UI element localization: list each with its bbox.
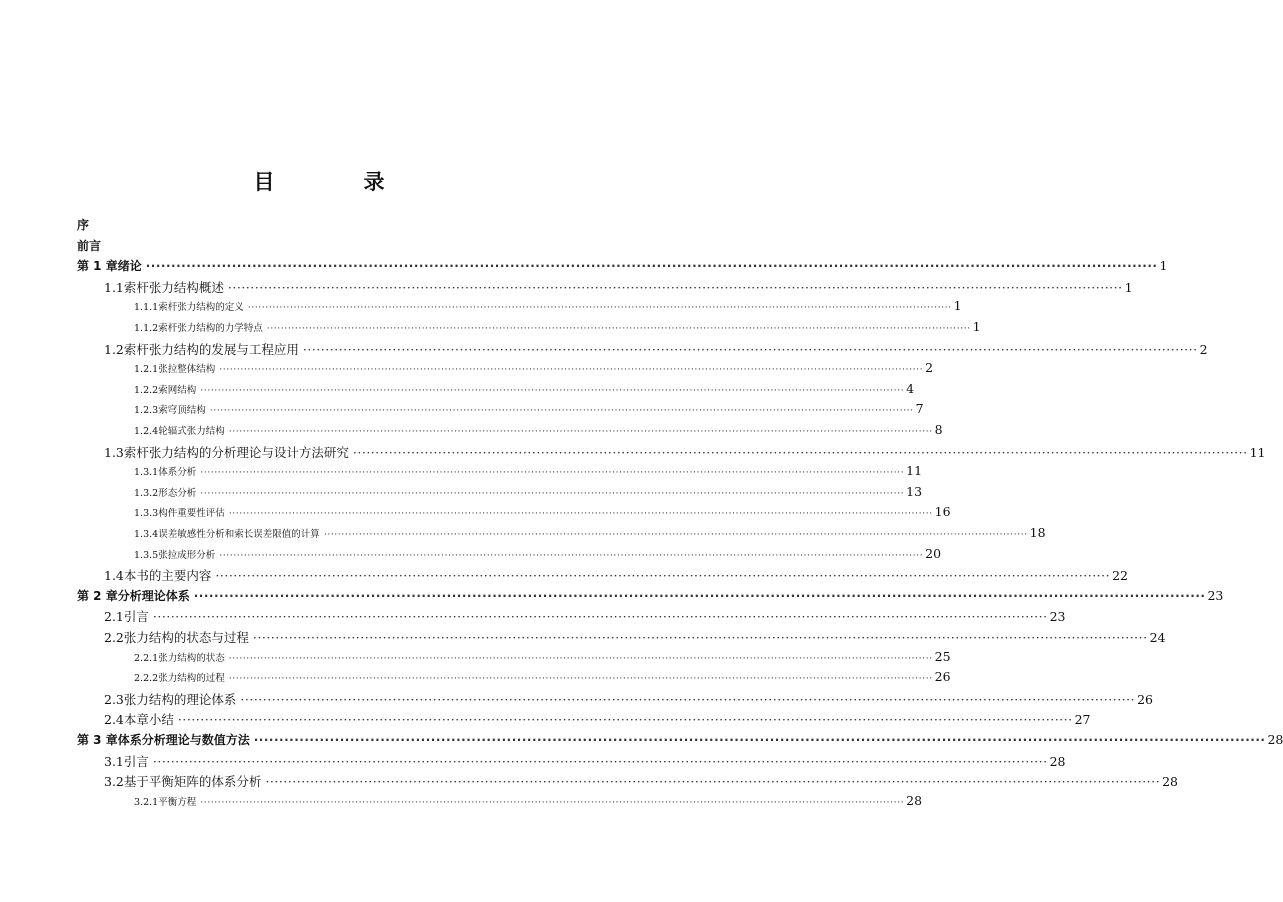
toc-page-number: 28	[1162, 774, 1178, 790]
toc-entry-line	[134, 504, 951, 520]
toc-entry[interactable]	[0, 360, 934, 381]
toc-entry-number: 1.2	[104, 341, 124, 357]
toc-page-number: 22	[1112, 568, 1128, 584]
toc-entry-number: 1.3	[104, 444, 124, 460]
toc-entry-line	[134, 360, 934, 376]
toc-leader-dots: ········································································································································································································	[215, 568, 1111, 584]
toc-entry-title: 张拉整体结构	[158, 364, 216, 376]
toc-entry-number: 2.4	[104, 712, 124, 728]
toc-entry-title: 分析理论体系	[117, 588, 190, 603]
toc-page-number: 25	[934, 648, 951, 664]
toc-entry[interactable]	[0, 340, 1208, 361]
toc-entry[interactable]	[0, 463, 923, 484]
toc-entry-title: 引言	[123, 609, 149, 625]
toc-leader-dots: ········································································································································································································	[209, 405, 914, 417]
toc-page-number: 1	[972, 319, 981, 334]
toc-entry[interactable]	[0, 628, 1166, 649]
toc-entry-title: 体系分析	[158, 467, 197, 479]
toc-entry-line	[104, 772, 1178, 790]
toc-leader-dots: ········································································································································································································	[200, 384, 905, 396]
toc-page-number: 26	[934, 669, 951, 685]
toc-entry[interactable]	[0, 216, 638, 237]
toc-entry-line	[104, 690, 1153, 708]
toc-entry-number: 1.1.2	[134, 323, 159, 334]
toc-entry-number: 1.3.1	[134, 467, 159, 479]
toc-entry-line	[134, 525, 1046, 540]
toc-entry-number: 2.1	[104, 609, 124, 625]
toc-entry-title: 索穹顶结构	[158, 405, 206, 417]
toc-page-number: 1	[1159, 258, 1168, 274]
toc-page-number: 28	[906, 792, 923, 808]
toc-entry-line	[77, 237, 101, 254]
toc-entry-number: 1.1.1	[134, 302, 159, 314]
toc-entry-number: 第 3 章	[77, 733, 118, 747]
toc-leader-dots: ········································································································································································································	[152, 609, 1048, 625]
toc-entry[interactable]	[0, 752, 1066, 773]
toc-entry-title: 轮辐式张力结构	[158, 426, 225, 437]
toc-page-number: 13	[906, 483, 923, 499]
toc-leader-dots: ········································································································································································································	[177, 712, 1073, 728]
toc-leader-dots: ········································································································································································································	[200, 467, 905, 479]
toc-entry-title: 构件重要性评估	[158, 508, 225, 520]
toc-entry-number: 1.3.4	[134, 529, 159, 540]
toc-page-number: 20	[925, 545, 942, 561]
toc-leader-dots: ········································································································································································································	[228, 673, 933, 685]
toc-entry-line	[104, 278, 1133, 296]
toc-leader-dots: ········································································································································································································	[228, 426, 933, 437]
toc-entry-line	[104, 752, 1066, 770]
toc-entry-title: 基于平衡矩阵的体系分析	[123, 774, 262, 790]
toc-entry[interactable]	[0, 483, 923, 505]
toc-leader-dots: ········································································································································································································	[200, 487, 905, 499]
toc-leader-dots: ········································································································································································································	[228, 508, 933, 520]
toc-page-number: 4	[906, 380, 915, 396]
toc-entry[interactable]	[0, 772, 1178, 793]
toc-entry-line	[134, 319, 981, 334]
toc-entry-line	[77, 587, 1224, 604]
toc-entry-title: 前言	[77, 238, 102, 253]
toc-leader-dots: ········································································································································································································	[228, 652, 933, 664]
toc-leader-dots: ········································································································································································································	[193, 588, 1206, 603]
toc-page-number: 2	[925, 360, 934, 376]
toc-entry[interactable]	[0, 525, 1046, 546]
toc-entry-line	[134, 380, 915, 396]
toc-entry-line	[134, 298, 962, 314]
toc-entry[interactable]	[0, 545, 942, 567]
toc-entry-title: 张拉成形分析	[158, 549, 216, 561]
toc-entry-title: 序	[77, 218, 90, 232]
toc-entry-title: 平衡方程	[158, 796, 197, 808]
toc-entry[interactable]	[0, 504, 951, 525]
toc-entry[interactable]	[0, 607, 1066, 628]
toc-entry[interactable]	[0, 401, 924, 422]
toc-leader-dots: ········································································································································································································	[152, 753, 1048, 769]
toc-page-number: 23	[1049, 609, 1066, 625]
toc-entry-line	[134, 648, 951, 664]
toc-page-number: 11	[1249, 444, 1266, 460]
toc-entry-number: 1.3.5	[134, 549, 159, 561]
toc-entry[interactable]	[0, 443, 1266, 464]
toc-page-number: 11	[906, 463, 923, 479]
toc-entry[interactable]	[0, 792, 923, 814]
toc-page-number: 18	[1029, 525, 1046, 540]
toc-entry-title: 索杆张力结构的定义	[158, 302, 244, 314]
toc-leader-dots: ········································································································································································································	[252, 630, 1148, 645]
toc-page-number: 7	[915, 401, 924, 417]
page-title: 目 录	[253, 170, 419, 194]
toc-entry[interactable]	[0, 710, 1091, 731]
toc-entry-number: 1.2.3	[134, 405, 159, 417]
toc-entry[interactable]	[0, 669, 951, 690]
toc-entry-number: 3.2.1	[134, 796, 159, 808]
toc-entry-title: 索杆张力结构的分析理论与设计方法研究	[123, 444, 349, 460]
toc-leader-dots: ········································································································································································································	[200, 796, 905, 808]
toc-page-number: 2	[1199, 341, 1208, 357]
toc-entry-number: 第 2 章	[77, 588, 118, 603]
toc-page-number: 28	[1049, 753, 1066, 769]
toc-leader-dots: ········································································································································································································	[302, 341, 1198, 357]
toc-entry-number: 2.2	[104, 630, 124, 645]
toc-entry-title: 张力结构的过程	[158, 673, 225, 685]
toc-entry-line	[134, 463, 923, 479]
toc-entry-title: 索杆张力结构的发展与工程应用	[123, 341, 299, 357]
toc-entry-number: 1.4	[104, 568, 124, 584]
toc-entry-title: 形态分析	[158, 487, 197, 499]
toc-page-number: 1	[953, 298, 962, 314]
toc-entry[interactable]	[0, 566, 1128, 587]
toc-page-number: 23	[1207, 587, 1224, 603]
toc-entry-title: 本章小结	[123, 712, 174, 728]
toc-entry-line	[134, 669, 951, 685]
toc-page-number: 1	[1124, 279, 1133, 295]
toc-entry[interactable]	[0, 257, 1168, 278]
toc-entry-line	[134, 401, 924, 417]
toc-entry-title: 张力结构的理论体系	[123, 691, 237, 707]
toc-entry-number: 3.1	[104, 753, 124, 769]
toc-entry-title: 张力结构的状态与过程	[123, 630, 249, 645]
toc-page-number: 26	[1137, 691, 1153, 707]
toc-page-number: 16	[934, 504, 951, 520]
toc-entry-title: 引言	[123, 753, 149, 769]
toc-entry-title: 索网结构	[158, 384, 197, 396]
toc-leader-dots: ········································································································································································································	[266, 323, 971, 334]
toc-page-number: 24	[1149, 630, 1166, 645]
toc-leader-dots: ········································································································································································································	[265, 774, 1161, 790]
toc-entry-line	[134, 792, 923, 808]
toc-entry-title: 张力结构的状态	[158, 652, 225, 664]
toc-entry-number: 第 1 章	[77, 259, 118, 274]
toc-entry-line	[134, 483, 923, 499]
toc-entry-line	[104, 566, 1128, 584]
toc-entry[interactable]	[0, 319, 981, 340]
toc-leader-dots: ········································································································································································································	[323, 529, 1028, 540]
toc-leader-dots: ········································································································································································································	[219, 549, 924, 561]
toc-entry[interactable]	[0, 648, 951, 670]
toc-entry[interactable]	[0, 690, 1153, 711]
toc-entry-number: 1.1	[104, 279, 124, 295]
toc-entry-number: 2.2.2	[134, 673, 159, 685]
toc-entry-number: 1.3.3	[134, 508, 159, 520]
toc-entry-number: 2.3	[104, 691, 124, 707]
toc-entry-line	[104, 607, 1066, 625]
toc-entry-title: 索杆张力结构概述	[123, 279, 224, 295]
toc-entry[interactable]	[0, 587, 1224, 608]
toc-entry[interactable]	[0, 298, 962, 319]
toc-entry-number: 1.2.2	[134, 384, 159, 396]
toc-entry-line	[134, 545, 942, 561]
toc-entry-title: 绪论	[117, 259, 142, 274]
toc-entry-line	[104, 340, 1208, 358]
toc-entry[interactable]	[0, 731, 1283, 752]
toc-entry[interactable]	[0, 380, 915, 402]
toc-entry-line	[77, 731, 1283, 748]
toc-entry-line	[104, 443, 1266, 461]
toc-entry-number: 1.2.1	[134, 364, 159, 376]
toc-entry-line	[104, 710, 1091, 728]
toc-entry-title: 索杆张力结构的力学特点	[158, 323, 263, 334]
toc-leader-dots: ········································································································································································································	[247, 302, 952, 314]
toc-entry-line	[77, 257, 1168, 274]
toc-page-number: 28	[1267, 732, 1283, 747]
toc-leader-dots: ········································································································································································································	[219, 364, 924, 376]
toc-entry-title: 本书的主要内容	[123, 568, 212, 584]
toc-entry-number: 2.2.1	[134, 652, 159, 664]
toc-leader-dots: ········································································································································································································	[227, 279, 1123, 295]
toc-entry-line	[134, 422, 943, 437]
toc-entry[interactable]	[0, 237, 638, 258]
toc-leader-dots: ········································································································································································································	[253, 733, 1266, 747]
toc-entry-line	[104, 628, 1166, 646]
toc-leader-dots: ········································································································································································································	[240, 691, 1136, 707]
toc-entry-line	[77, 216, 89, 233]
toc-entry-number: 1.3.2	[134, 487, 159, 499]
toc-page-number: 27	[1074, 712, 1091, 728]
toc-entry[interactable]	[0, 422, 943, 443]
toc-entry-number: 1.2.4	[134, 426, 159, 437]
toc-entry-title: 体系分析理论与数值方法	[117, 733, 250, 747]
toc-entry-title: 误差敏感性分析和索长误差限值的计算	[158, 529, 320, 540]
toc-entry[interactable]	[0, 278, 1133, 299]
toc-leader-dots: ········································································································································································································	[145, 259, 1158, 274]
toc-page-number: 8	[934, 422, 943, 437]
toc-entry-number: 3.2	[104, 774, 124, 790]
toc-leader-dots: ········································································································································································································	[352, 444, 1248, 460]
